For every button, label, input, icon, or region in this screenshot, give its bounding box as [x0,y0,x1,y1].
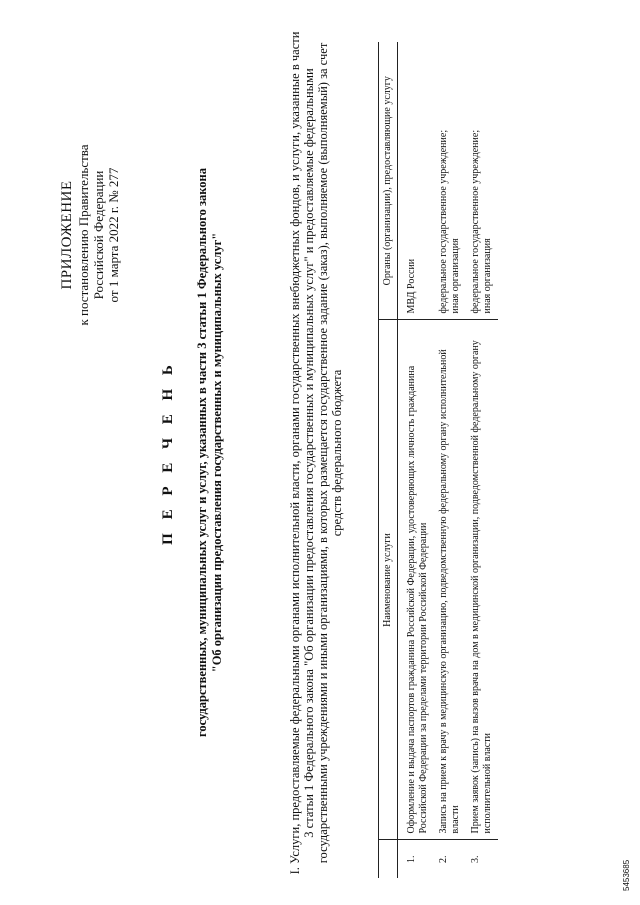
appendix-heading: ПРИЛОЖЕНИЕ [59,180,75,290]
row-organizations [466,42,498,320]
row-number: 1. [406,855,417,863]
document-title [160,0,225,905]
title-subtitle [195,0,225,905]
title-line-2: "Об организации предоставления государственных и муниципальных услуг" [210,232,224,673]
org-line: МВД России [406,258,417,314]
row-number: 2. [438,855,449,863]
row-number: 3. [470,855,481,863]
org-line: федеральное государственное учреждение; [470,129,481,314]
table-row [434,42,466,878]
row-organizations [434,42,466,320]
table-row [466,42,498,878]
row-service-name: Прием заявок (запись) на вызов врача на дом в медицинской организации, подведомственной федеральному органу исполнительной власти [466,320,498,840]
table-header-row [379,42,398,878]
org-line: иная организация [450,238,461,314]
row-service-name: Оформление и выдача паспортов гражданина Российской Федерации, удостоверяющих личность гражданина Российской Федерации за пределами территории Российской Федерации [398,320,435,840]
header-number [379,840,398,878]
header-organizations: Органы (организации), предоставляющие услугу [379,42,398,320]
appendix-line-3: от 1 марта 2022 г. № 277 [106,167,121,303]
document-code: 5453685 [622,859,631,891]
title-line-1: государственных, муниципальных услуг и услуг, указанных в части 3 статьи 1 Федерального закона [195,168,209,737]
row-organizations [398,42,435,320]
appendix-block [60,135,121,335]
header-service-name: Наименование услуги [379,320,398,840]
services-table [378,42,498,878]
row-service-name: Запись на прием к врачу в медицинскую организацию, подведомственную федеральному органу исполнительной власти [434,320,466,840]
org-line: иная организация [482,238,493,314]
section-heading: I. Услуги, предоставляемые федеральными органами исполнительной власти, органами государственных внебюджетных фондов, и услуги, указанные в части 3 статьи 1 Федерального закона "Об организации предоставления государственных и муниципальных услуг" и предоставляемые федеральными государственными учреждениями и иными организациями, в которых размещается государственное задание (заказ), выполняемое (выполняемый) за счет средств федерального бюджета [288,31,344,875]
org-line: федеральное государственное учреждение; [438,129,449,314]
title-main: П Е Р Е Ч Е Н Ь [160,360,176,545]
table-row [398,42,435,878]
appendix-line-2: Российской Федерации [91,170,106,300]
appendix-line-1: к постановлению Правительства [76,144,91,326]
